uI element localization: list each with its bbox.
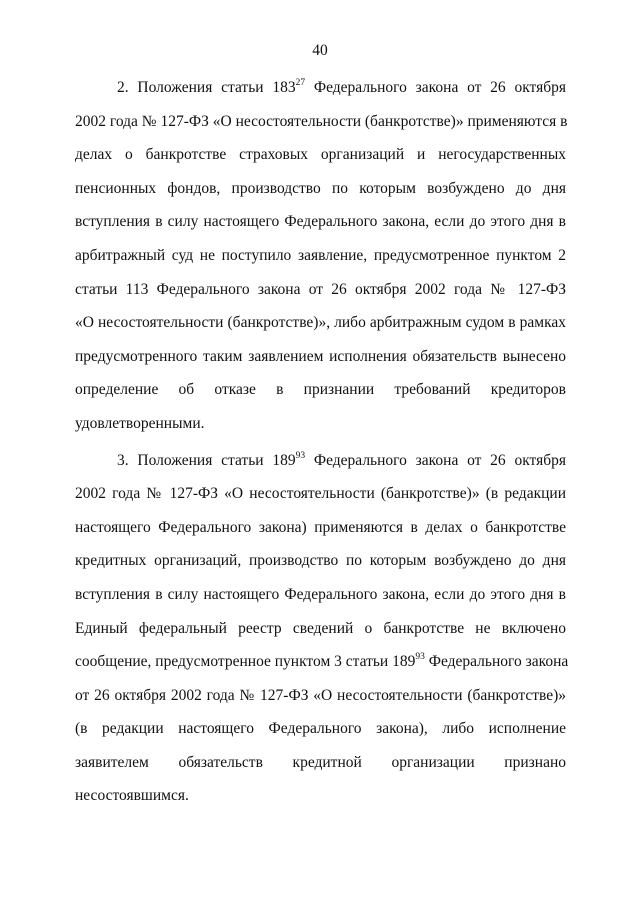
text-line: 3. Положения статьи $189^{93}$ Федерального закона от 26 октября — [117, 450, 566, 469]
text-line: вступления в силу настоящего Федерального закона, если до этого дня в — [75, 213, 566, 231]
paragraph-3 — [75, 444, 569, 814]
paragraph-2 — [75, 71, 566, 441]
text-line: Единый федеральный реестр сведений о банкротстве не включено — [75, 619, 566, 637]
text-line: от 26 октября 2002 года № 127-ФЗ «О несостоятельности (банкротстве)» — [75, 686, 566, 704]
document-body — [75, 71, 569, 813]
text-line: удовлетворенными. — [75, 414, 205, 432]
text-line: 2002 года № 127-ФЗ «О несостоятельности (банкротстве)» применяются в — [75, 112, 568, 130]
text-line: «О несостоятельности (банкротстве)», либо арбитражным судом в рамках — [75, 314, 566, 332]
text-line: 2002 года № 127-ФЗ «О несостоятельности (банкротстве)» (в редакции — [75, 485, 566, 503]
text-line: сообщение, предусмотренное пунктом 3 статьи $189^{93}$ Федерального закона — [75, 652, 569, 671]
text-line: предусмотренного таким заявлением исполнения обязательств вынесено — [75, 347, 566, 365]
superscript: 93 — [415, 652, 425, 663]
superscript: 93 — [295, 450, 306, 461]
text-line: делах о банкротстве страховых организаций и негосударственных — [75, 146, 566, 164]
text-line: арбитражный суд не поступило заявление, предусмотренное пунктом 2 — [75, 246, 566, 264]
text-line: 2. Положения статьи $183^{27}$ Федерального закона от 26 октября — [117, 78, 566, 96]
superscript: 27 — [295, 78, 306, 88]
text-line: (в редакции настоящего Федерального закона), либо исполнение — [75, 720, 566, 738]
text-line: несостоявшимся. — [75, 787, 189, 805]
text-line: заявителем обязательств кредитной организации признано — [75, 753, 566, 771]
text-line: статьи 113 Федерального закона от 26 октября 2002 года № 127-ФЗ — [75, 280, 566, 298]
text-line: кредитных организаций, производство по которым возбуждено до дня — [75, 552, 566, 570]
page-number: 40 — [312, 42, 328, 59]
text-line: вступления в силу настоящего Федерального закона, если до этого дня в — [75, 585, 566, 603]
text-line: определение об отказе в признании требований кредиторов — [75, 381, 566, 399]
text-line: настоящего Федерального закона) применяются в делах о банкротстве — [75, 518, 566, 536]
text-line: пенсионных фондов, производство по которым возбуждено до дня — [75, 179, 566, 197]
